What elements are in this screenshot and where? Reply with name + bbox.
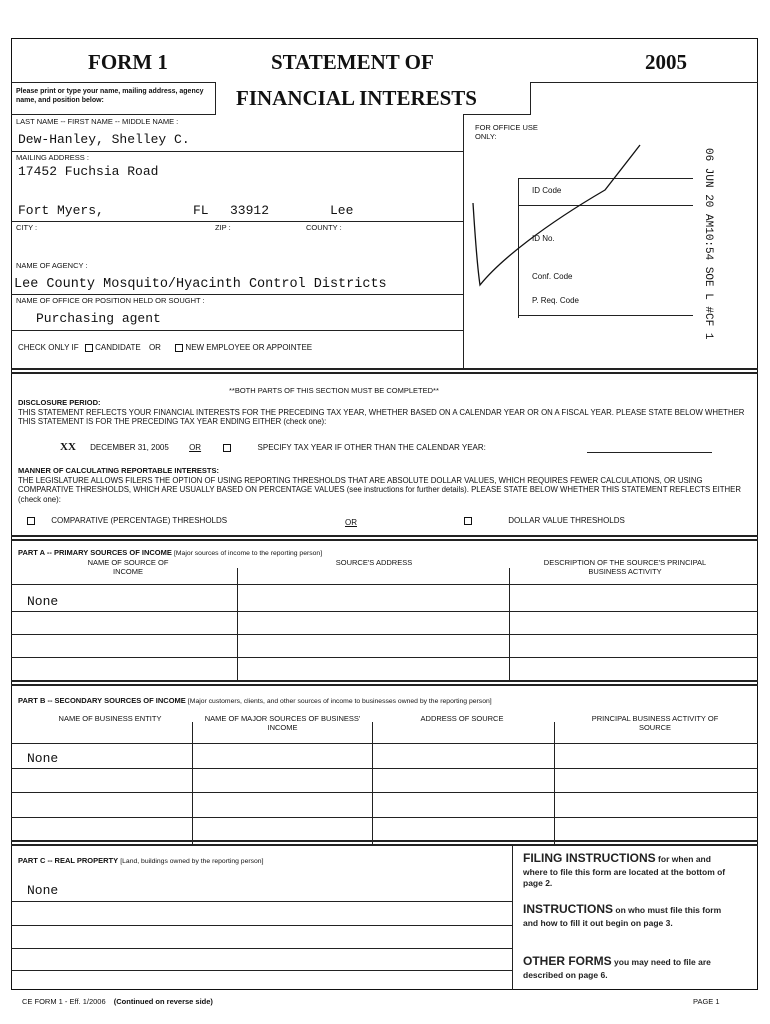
part-c-heading-row bbox=[18, 856, 263, 866]
section-line-3b bbox=[11, 684, 758, 686]
section-line-1b bbox=[11, 372, 758, 374]
part-b-header-line bbox=[11, 743, 758, 744]
part-b-row-line-1 bbox=[11, 768, 758, 769]
title-divider bbox=[11, 82, 216, 83]
dollar-row bbox=[464, 516, 625, 526]
position-line bbox=[11, 330, 463, 331]
part-b-col3-header: ADDRESS OF SOURCE bbox=[420, 714, 504, 723]
dollar-label: DOLLAR VALUE THRESHOLDS bbox=[508, 516, 625, 525]
agency-line bbox=[11, 294, 463, 295]
form-title-line2: FINANCIAL INTERESTS bbox=[236, 86, 477, 110]
agency-field[interactable]: Lee County Mosquito/Hyacinth Control Districts bbox=[14, 277, 387, 292]
dec31-label: DECEMBER 31, 2005 bbox=[90, 443, 169, 452]
part-b-col-divider-3 bbox=[554, 722, 555, 844]
part-c-row-line-2 bbox=[11, 925, 512, 926]
position-label: NAME OF OFFICE OR POSITION HELD OR SOUGHT : bbox=[16, 296, 205, 305]
filing-instructions bbox=[523, 851, 728, 889]
manner-heading: MANNER OF CALCULATING REPORTABLE INTERESTS: bbox=[18, 466, 219, 475]
part-b-heading: PART B -- SECONDARY SOURCES OF INCOME bbox=[18, 696, 186, 705]
title-bottom bbox=[11, 114, 216, 115]
name-field[interactable]: Dew-Hanley, Shelley C. bbox=[18, 132, 190, 147]
form-year: 2005 bbox=[645, 50, 687, 74]
threshold-row bbox=[27, 516, 227, 526]
title-bottom-right bbox=[463, 114, 531, 115]
tax-year-row bbox=[60, 441, 486, 454]
name-label: LAST NAME -- FIRST NAME -- MIDDLE NAME : bbox=[16, 117, 179, 126]
part-b-col2-header: NAME OF MAJOR SOURCES OF BUSINESS' INCOME bbox=[204, 714, 361, 733]
id-code-label: ID Code bbox=[532, 186, 562, 195]
conf-code-label: Conf. Code bbox=[532, 272, 573, 281]
section-line-3 bbox=[11, 680, 758, 682]
part-a-note: [Major sources of income to the reporting person] bbox=[174, 550, 323, 557]
section-line-2 bbox=[11, 535, 758, 537]
name-line bbox=[11, 151, 463, 152]
part-b-row1-value[interactable]: None bbox=[27, 751, 59, 766]
section-line-2b bbox=[11, 539, 758, 541]
tax-or-label: OR bbox=[189, 443, 202, 452]
p-req-code-label: P. Req. Code bbox=[532, 296, 579, 305]
office-box-divider bbox=[463, 114, 464, 368]
dollar-checkbox[interactable] bbox=[464, 517, 472, 525]
agency-label: NAME OF AGENCY : bbox=[16, 261, 88, 270]
section-line-1 bbox=[11, 368, 758, 370]
footer-left bbox=[22, 997, 213, 1006]
part-a-heading: PART A -- PRIMARY SOURCES OF INCOME bbox=[18, 548, 172, 557]
disclosure-period-heading: DISCLOSURE PERIOD: bbox=[18, 398, 101, 407]
manner-text: THE LEGISLATURE ALLOWS FILERS THE OPTION OF USING REPORTING THRESHOLDS THAT ARE ABSOLUTE DOLLAR VALUES, WHICH REQUIRES FEWER CALCULATIONS, OR USING COMPARATIVE THRESHOLDS, WHICH ARE USUALLY BASED ON PERCENTAGE VALUES (see instructions for further details). PLEASE STATE BELOW WHETHER THIS STATEMENT REFLECTS EITHER (check one): bbox=[18, 476, 741, 504]
comparative-checkbox[interactable] bbox=[27, 517, 35, 525]
check-only-row bbox=[18, 343, 312, 353]
zip-field[interactable]: 33912 bbox=[230, 203, 270, 218]
specify-tax-year-label: SPECIFY TAX YEAR IF OTHER THAN THE CALENDAR YEAR: bbox=[257, 443, 486, 452]
city-label: CITY : bbox=[16, 223, 38, 232]
position-field[interactable]: Purchasing agent bbox=[36, 311, 161, 326]
new-employee-checkbox[interactable] bbox=[175, 344, 183, 352]
part-a-col3-header: DESCRIPTION OF THE SOURCE'S PRINCIPAL BUSINESS ACTIVITY bbox=[543, 558, 707, 577]
office-received-stamp: 06 JUN 20 AM10:54 SOE L #CF 1 bbox=[702, 148, 714, 340]
new-employee-label: NEW EMPLOYEE OR APPOINTEE bbox=[185, 343, 313, 352]
check-only-label: CHECK ONLY IF bbox=[18, 343, 79, 352]
instructions bbox=[523, 902, 728, 929]
form-number: FORM 1 bbox=[88, 50, 168, 74]
candidate-checkbox[interactable] bbox=[85, 344, 93, 352]
other-tax-year-checkbox[interactable] bbox=[223, 444, 231, 452]
title-divider-right bbox=[530, 82, 758, 83]
zip-label: ZIP : bbox=[215, 223, 231, 232]
part-c-divider bbox=[512, 845, 513, 990]
address-label: MAILING ADDRESS : bbox=[16, 153, 89, 162]
part-b-col4-header: PRINCIPAL BUSINESS ACTIVITY OF SOURCE bbox=[591, 714, 719, 733]
part-b-note: [Major customers, clients, and other sources of income to businesses owned by the reporting person] bbox=[187, 698, 492, 705]
part-c-row-line-4 bbox=[11, 970, 512, 971]
address-field[interactable]: 17452 Fuchsia Road bbox=[18, 164, 159, 179]
state-field[interactable]: FL bbox=[193, 203, 209, 218]
section-line-4b bbox=[11, 844, 758, 846]
disclosure-period-text: THIS STATEMENT REFLECTS YOUR FINANCIAL INTERESTS FOR THE PRECEDING TAX YEAR, WHETHER BASED ON A CALENDAR YEAR OR ON A FISCAL YEAR. PLEASE STATE BELOW WHETHER THIS STATEMENT IS FOR THE PRECEDING TAX YEAR ENDING EITHER (check one): bbox=[18, 408, 745, 427]
part-c-row-line-3 bbox=[11, 948, 512, 949]
footer-form-id: CE FORM 1 - Eff. 1/2006 bbox=[22, 997, 106, 1006]
print-note: Please print or type your name, mailing address, agency name, and position below: bbox=[16, 88, 204, 104]
comparative-label: COMPARATIVE (PERCENTAGE) THRESHOLDS bbox=[51, 516, 228, 525]
part-b-col-divider-2 bbox=[372, 722, 373, 844]
part-b-col-divider-1 bbox=[192, 722, 193, 844]
or-label: OR bbox=[148, 343, 161, 352]
county-label: COUNTY : bbox=[306, 223, 342, 232]
p-req-line bbox=[518, 315, 693, 316]
office-use-label: FOR OFFICE USE ONLY: bbox=[475, 123, 538, 141]
part-a-row-line-1 bbox=[11, 611, 758, 612]
part-a-header-line bbox=[11, 584, 758, 585]
check-mark-stroke bbox=[465, 135, 665, 295]
part-c-row1-value[interactable]: None bbox=[27, 883, 59, 898]
specify-tax-year-input[interactable] bbox=[587, 452, 712, 453]
part-b-row-line-2 bbox=[11, 792, 758, 793]
part-a-row-line-3 bbox=[11, 657, 758, 658]
instructions-text: on who must file this form and how to fill it out begin on page 3. bbox=[523, 905, 722, 928]
other-forms-text: you may need to file are described on page 6. bbox=[523, 957, 711, 980]
part-a-row1-value[interactable]: None bbox=[27, 594, 59, 609]
county-field[interactable]: Lee bbox=[330, 203, 354, 218]
form-title-line1: STATEMENT OF bbox=[271, 50, 434, 74]
footer-page: PAGE 1 bbox=[693, 997, 720, 1006]
id-no-label: ID No. bbox=[532, 234, 555, 243]
city-line bbox=[11, 221, 463, 222]
other-forms-title: OTHER FORMS bbox=[523, 954, 612, 968]
threshold-or: OR bbox=[345, 518, 357, 527]
filing-instructions-text: for when and where to file this form are located at the bottom of page 2. bbox=[523, 854, 726, 888]
filing-instructions-title: FILING INSTRUCTIONS bbox=[523, 851, 656, 865]
part-b-heading-row bbox=[18, 696, 492, 706]
part-a-row-line-2 bbox=[11, 634, 758, 635]
part-a-col2-header: SOURCE'S ADDRESS bbox=[335, 558, 413, 567]
footer-continued: (Continued on reverse side) bbox=[113, 997, 213, 1006]
part-b-col1-header: NAME OF BUSINESS ENTITY bbox=[58, 714, 162, 723]
instructions-title: INSTRUCTIONS bbox=[523, 902, 613, 916]
other-forms bbox=[523, 954, 728, 981]
part-c-note: [Land, buildings owned by the reporting person] bbox=[120, 858, 264, 865]
part-c-heading: PART C -- REAL PROPERTY bbox=[18, 856, 119, 865]
dec31-mark[interactable]: XX bbox=[60, 441, 76, 453]
part-c-row-line-1 bbox=[11, 901, 512, 902]
city-field[interactable]: Fort Myers, bbox=[18, 203, 104, 218]
section-line-4 bbox=[11, 840, 758, 842]
part-a-col1-header: NAME OF SOURCE OF INCOME bbox=[87, 558, 169, 577]
part-b-row-line-3 bbox=[11, 817, 758, 818]
title-tab-right bbox=[530, 82, 531, 114]
title-tab-left bbox=[215, 82, 216, 114]
both-parts-note: **BOTH PARTS OF THIS SECTION MUST BE COMPLETED** bbox=[229, 386, 439, 395]
part-a-heading-row bbox=[18, 548, 322, 558]
candidate-label: CANDIDATE bbox=[95, 343, 141, 352]
